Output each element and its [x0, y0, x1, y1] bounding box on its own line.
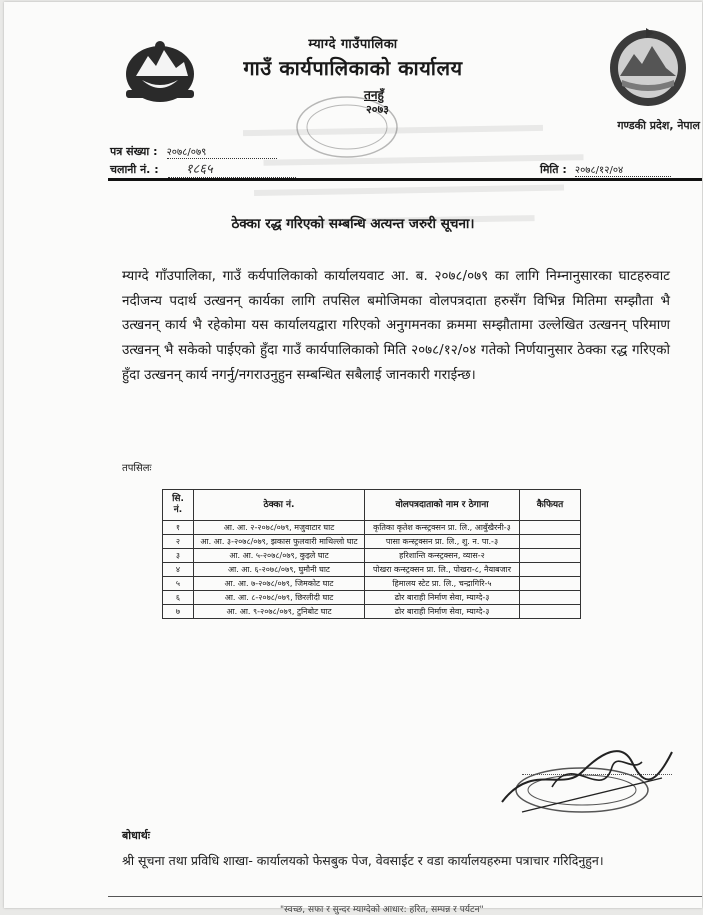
cell-sn: २ [163, 535, 194, 549]
table-header-row [163, 490, 581, 521]
date-value: २०७८/१२/०४ [575, 162, 671, 177]
cell-contract: आ. आ. ५-२०७८/०७९, कुइले घाट [194, 549, 365, 563]
cell-sn: १ [163, 521, 194, 535]
established-year: २०७३ [366, 103, 389, 116]
table-row [163, 549, 581, 563]
cell-contract: आ. आ. ८-२०७८/०७९, छिरलीदी घाट [194, 591, 365, 605]
letter-page [4, 2, 702, 915]
cell-bidder: हिमालय स्टेट प्रा. लि., चन्द्रागिरि-५ [365, 577, 520, 591]
province-name: गण्डकी प्रदेश, नेपाल [617, 119, 700, 132]
contract-table [162, 489, 581, 619]
cell-remarks [520, 549, 581, 563]
dispatch-label: चलानी नं. : [110, 163, 159, 176]
col-header-contract: ठेक्का नं. [194, 490, 365, 521]
cell-contract: आ. आ. ९-२०७८/०७९, टुनिबोट घाट [194, 605, 365, 619]
cell-bidder: कृतिका कृतेश कन्स्ट्रक्सन प्रा. लि., आबुँखैरनी-३ [365, 521, 520, 535]
cell-contract: आ. आ. ६-२०७८/०७९, घुमौनी घाट [194, 563, 365, 577]
fyi-label: बोधार्थः [122, 829, 150, 842]
cell-sn: ७ [163, 605, 194, 619]
table-row [163, 591, 581, 605]
cell-remarks [520, 535, 581, 549]
schedule-label: तपसिलः [122, 463, 152, 474]
footer-slogan: "स्वच्छ, सफा र सुन्दर म्याग्देको आधार: हरित, सम्पन्न र पर्यटन" [280, 905, 484, 915]
cell-sn: ५ [163, 577, 194, 591]
cell-bidder: पोखरा कन्स्ट्रक्सन प्रा. लि., पोखरा-८, नैयाबजार [365, 563, 520, 577]
cell-remarks [520, 577, 581, 591]
office-name: म्याग्दे गाउँपालिका [308, 37, 398, 52]
cell-remarks [520, 521, 581, 535]
cell-contract: आ. आ. ३-२०७८/०७९, झकास फुलवारी माथिल्लो घाट [194, 535, 365, 549]
cell-sn: ३ [163, 549, 194, 563]
reference-label: पत्र संख्या : [110, 145, 158, 158]
notice-subject: ठेक्का रद्ध गरिएको सम्बन्धि अत्यन्त जरुरी सूचना। [231, 216, 475, 232]
footer-divider [108, 896, 702, 897]
cell-contract: आ. आ. २-२०७८/०७९, मजुवाटार घाट [194, 521, 365, 535]
cell-bidder: ढोर बाराही निर्माण सेवा, म्याग्दे-३ [365, 591, 520, 605]
cell-remarks [520, 605, 581, 619]
reference-value: २०७८/०७९ [167, 144, 277, 159]
date-row [540, 158, 671, 177]
cell-sn: ४ [163, 563, 194, 577]
cell-remarks [520, 591, 581, 605]
date-label: मिति : [540, 163, 567, 176]
dispatch-value: १८६५ [168, 159, 296, 178]
notice-body: म्याग्दे गाँउपालिका, गाउँ कर्यपालिकाको कार्यालयवाट आ. ब. २०७८/०७९ का लागि निम्नानुसारका घाटहरुवाट नदीजन्य पदार्थ उत्खनन् कार्यका लागि तपसिल बमोजिमका वोलपत्रदाता हरुसँग विभिन्न मितिमा सम्झौता भै उत्खनन् कार्य भै रहेकोमा यस कार्यालयद्वारा गरिएको अनुगमनका क्रममा सम्झौतामा उल्लेखित उत्खनन् परिमाण उत्खनन् भै सकेको पाईएको हुँदा गाउँ कार्यपालिकाको मिति २०७८/१२/०४ गतेको निर्णयानुसार ठेक्का रद्ध गरिएको हुँदा उत्खनन् कार्य नगर्नु/नगराउनुहुन सम्बन्धित सबैलाई जानकारी गराईन्छ। [122, 268, 670, 383]
table-row [163, 521, 581, 535]
col-header-sn: सि. नं. [163, 490, 194, 521]
cell-bidder: पासा कन्स्ट्रक्सन प्रा. लि., शु. न. पा.-३ [365, 535, 520, 549]
reference-number-row [110, 140, 277, 159]
table-row [163, 605, 581, 619]
office-title: गाउँ कार्यपालिकाको कार्यालय [243, 56, 463, 80]
cell-remarks [520, 563, 581, 577]
table-row [163, 577, 581, 591]
fyi-text: श्री सूचना तथा प्रविधि शाखा- कार्यालयको फेसबुक पेज, वेवसाईट र वडा कार्यालयहरुमा पत्राचार गरिदिनुहुन। [122, 853, 604, 868]
signature-stamp [482, 732, 682, 822]
header-divider [108, 178, 702, 181]
cell-bidder: ढोर बाराही निर्माण सेवा, म्याग्दे-३ [365, 605, 520, 619]
col-header-remarks: कैफियत [520, 490, 581, 521]
col-header-bidder: वोलपत्रदाताको नाम र ठेगाना [365, 490, 520, 521]
table-row [163, 563, 581, 577]
dispatch-number-row [110, 158, 296, 178]
cell-bidder: हरिशान्ति कन्स्ट्रक्सन, व्यास-२ [365, 549, 520, 563]
cell-sn: ६ [163, 591, 194, 605]
cell-contract: आ. आ. ७-२०७८/०७९, जिमकोट घाट [194, 577, 365, 591]
table-row [163, 535, 581, 549]
district-name: तनहुँ [364, 88, 384, 102]
